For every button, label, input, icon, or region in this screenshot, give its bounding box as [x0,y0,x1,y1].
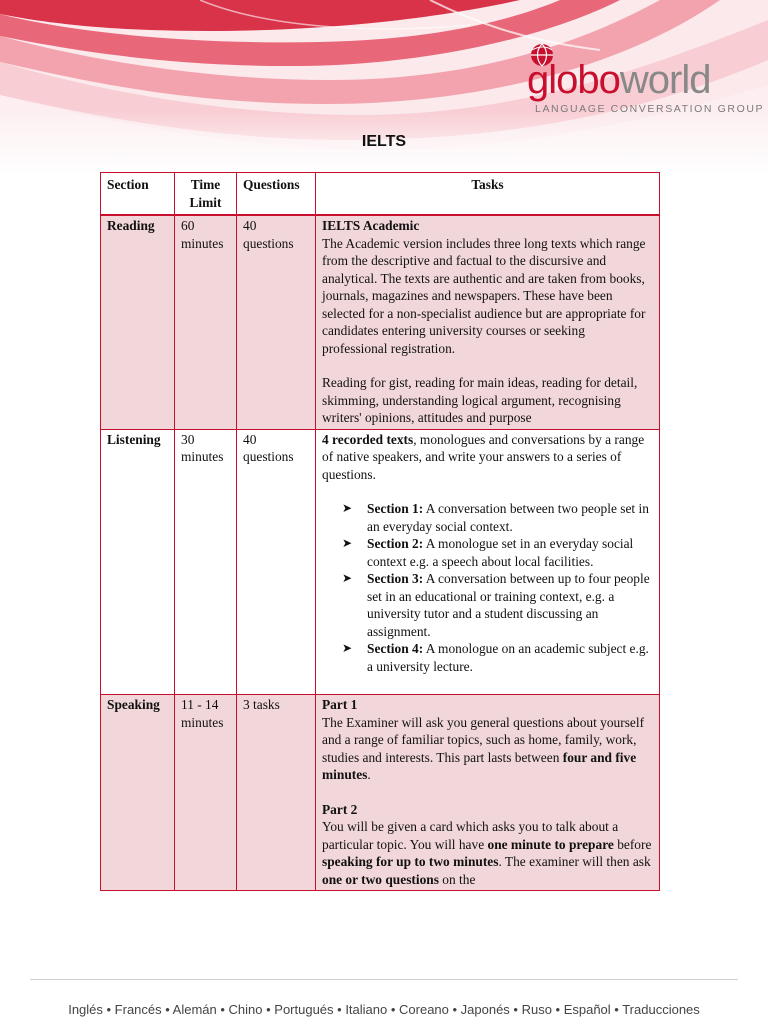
listening-intro-bold: 4 recorded texts [322,431,414,447]
speaking-part2-text: You will be given a card which asks you to talk about a particular topic. You will have [322,819,619,852]
logo-wordmark [527,58,710,102]
footer-languages: Inglés • Francés • Alemán • Chino • Portugués • Italiano • Coreano • Japonés • Ruso • Español • Traducciones [68,1002,700,1017]
logo-tagline: LANGUAGE CONVERSATION GROUP [535,103,765,115]
logo-word-part1: globo [527,58,620,102]
table-header-row [101,173,660,216]
reading-para2: Reading for gist, reading for main ideas, reading for detail, skimming, understanding logical argument, recognising writers' opinions, attitudes and purpose [322,375,638,425]
reading-tasks [316,215,660,429]
listening-questions: 40 questions [237,429,316,695]
reading-para1: The Academic version includes three long texts which range from the descriptive and factual to the discursive and analytical. The texts are authentic and are taken from books, journals, magazines and newspapers. These have been selected for a non-specialist audience but are appropriate for candidates entering university courses or seeking professional registration. [322,235,646,356]
section-label: Section 2: [367,536,424,551]
reading-questions: 40 questions [237,215,316,429]
listening-sections-list [322,500,653,675]
section-text: A conversation between two people set in an everyday social context. [367,501,649,534]
section-text: A monologue on an academic subject e.g. a university lecture. [367,641,649,674]
speaking-part1-heading: Part 1 [322,697,358,712]
header-tasks: Tasks [316,173,660,216]
speaking-time: 11 - 14 minutes [175,695,237,891]
table-row-speaking [101,695,660,891]
speaking-part2-text: . The examiner will then ask [498,854,651,869]
list-item [342,640,653,675]
footer-divider [30,979,738,980]
speaking-tasks [316,695,660,891]
speaking-part2-text: on the [438,871,476,887]
reading-time: 60 minutes [175,215,237,429]
page-title: IELTS [361,133,407,150]
section-label: Section 1: [367,501,424,516]
speaking-part2-bold: one or two questions [322,871,439,887]
reading-heading: IELTS Academic [322,218,420,233]
speaking-part1-bold: four and five minutes [322,749,637,782]
listening-tasks [316,429,660,695]
speaking-part1-text: The Examiner will ask you general questions about yourself and a range of familiar topics, such as home, family, work, studies and interests. This part lasts between [322,714,645,765]
section-text: A monologue set in an everyday social context e.g. a speech about local facilities. [367,536,634,569]
arrow-bullet-icon: ➤ [342,571,353,585]
table-row-reading [101,215,660,429]
listening-time: 30 minutes [175,429,237,695]
list-item [342,500,653,535]
speaking-part2-heading: Part 2 [322,801,358,817]
header-questions: Questions [237,173,316,216]
section-label: Section 3: [367,571,424,586]
speaking-questions: 3 tasks [237,695,316,891]
ielts-table [100,172,660,891]
section-text: A conversation between up to four people set in an educational or training context, e.g. a university tutor and a student discussing an assignment. [367,571,650,639]
header-time-limit: Time Limit [175,173,237,216]
listening-intro-rest: , monologues and conversations by a range of native speakers, and write your answers to a series of questions. [322,431,645,482]
speaking-part1-end: . [367,767,371,782]
speaking-part2-bold: speaking for up to two minutes [322,854,499,869]
list-item [342,570,653,640]
globoworld-logo [527,40,765,120]
speaking-section: Speaking [101,695,175,891]
arrow-bullet-icon: ➤ [342,501,353,515]
speaking-part2-bold: one minute to prepare [487,836,614,852]
arrow-bullet-icon: ➤ [342,641,353,655]
list-item [342,535,653,570]
header-section: Section [101,173,175,216]
arrow-bullet-icon: ➤ [342,536,353,550]
table-row-listening [101,429,660,695]
listening-section: Listening [101,429,175,695]
reading-section: Reading [101,215,175,429]
logo-word-part2: world [619,58,711,102]
section-label: Section 4: [367,641,424,656]
speaking-part2-text: before [613,836,652,852]
